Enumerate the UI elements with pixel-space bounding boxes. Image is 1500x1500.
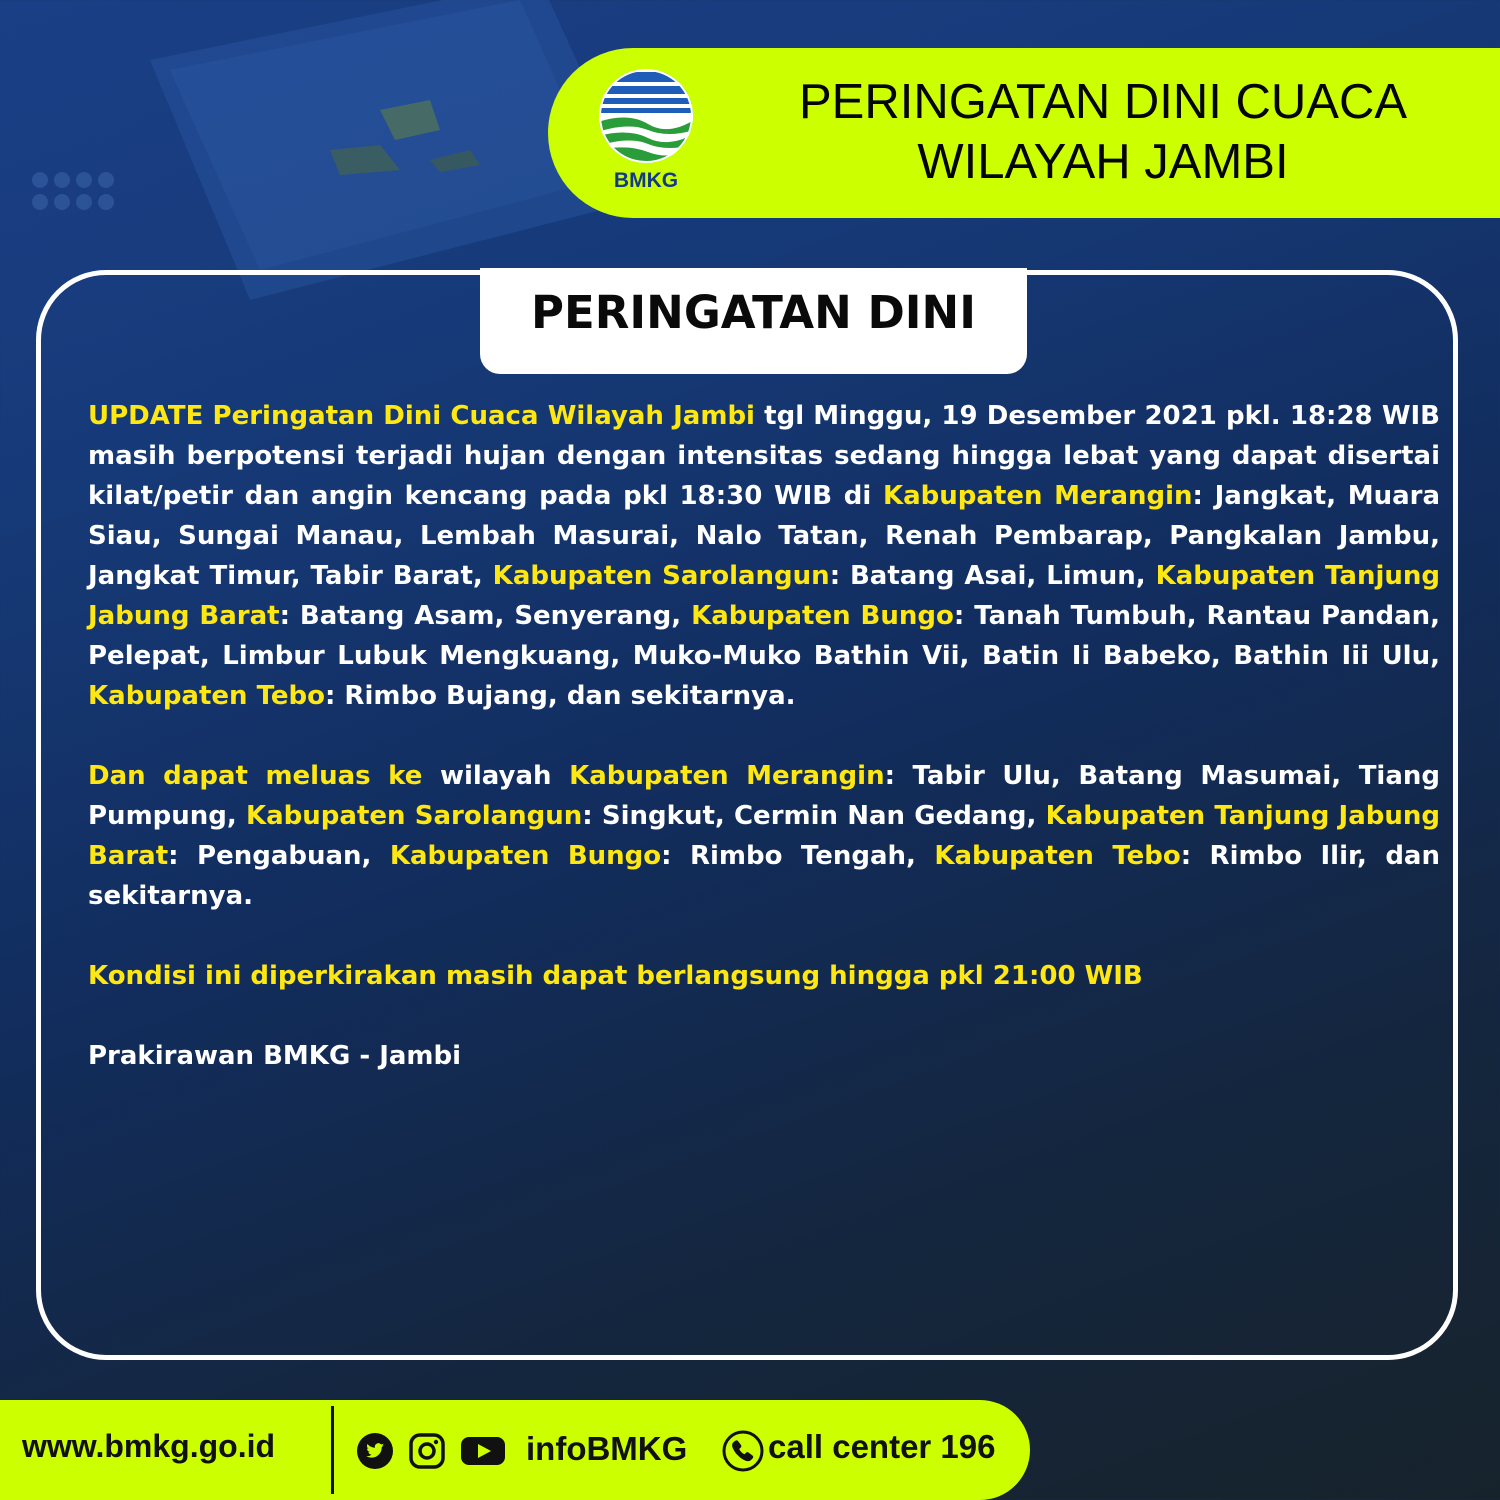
region-name: Kabupaten Merangin [882,481,1193,511]
social-handle[interactable]: infoBMKG [526,1430,688,1467]
region-name: Kabupaten Bungo [691,601,954,631]
warning-content [88,396,1440,1116]
region-name: Kabupaten Tanjung Jabung Barat [88,801,1440,871]
panel-tab [480,268,1027,374]
call-center[interactable]: call center 196 [768,1428,996,1465]
text-segment: : Rimbo Ilir, dan sekitarnya. [88,841,1440,911]
text-segment: : Batang Asam, Senyerang, [279,601,692,631]
text-segment: : Singkut, Cermin Nan Gedang, [582,801,1046,831]
youtube-icon[interactable] [460,1432,506,1470]
text-segment: : Rimbo Bujang, dan sekitarnya. [324,681,796,711]
footer-bar [0,1400,1030,1500]
title-line-2: WILAYAH JAMBI [917,135,1289,189]
bmkg-logo [596,68,700,196]
text-segment: : Tabir Ulu, Batang Masumai, Tiang Pumpung, [88,761,1441,831]
footer-divider [331,1406,334,1494]
text-segment: : Batang Asai, Limun, [829,561,1156,591]
phone-icon [722,1430,764,1472]
region-name: Kabupaten Sarolangun [492,561,830,591]
text-segment: tgl Minggu, 19 Desember 2021 pkl. 18:28 WIB masih berpotensi terjadi hujan dengan intensitas sedang hingga lebat yang dapat disertai kilat/petir dan angin kencang pada pkl 18:30 WIB di [88,401,1440,511]
text-segment: : Jangkat, Muara Siau, Sungai Manau, Lembah Masurai, Nalo Tatan, Renah Pembarap, Pangkalan Jambu, Jangkat Timur, Tabir Barat, [88,481,1441,591]
title-line-1: PERINGATAN DINI CUACA [798,75,1408,129]
warning-paragraph-main [88,396,1440,716]
bmkg-emblem-icon [598,68,694,164]
text-segment: wilayah [422,761,570,791]
website-link[interactable]: www.bmkg.go.id [22,1428,276,1464]
region-name: Kabupaten Tanjung Jabung Barat [88,561,1441,631]
text-segment: : Rimbo Tengah, [661,841,935,871]
warning-paragraph-expansion [88,756,1440,916]
twitter-icon[interactable] [356,1432,394,1470]
region-name: Kabupaten Merangin [569,761,885,791]
text-segment: : Tanah Tumbuh, Rantau Pandan, Pelepat, Limbur Lubuk Mengkuang, Muko-Muko Bathin Vii, Batin Ii Babeko, Bathin Iii Ulu, [88,601,1440,671]
page-title [778,72,1428,192]
panel-title: PERINGATAN DINI [531,286,976,339]
region-name: Kabupaten Sarolangun [245,801,583,831]
header-banner [548,48,1500,218]
region-name: Kabupaten Bungo [389,841,662,871]
logo-text: BMKG [613,169,679,192]
text-segment: UPDATE Peringatan Dini Cuaca Wilayah Jambi [88,401,755,431]
instagram-icon[interactable] [408,1432,446,1470]
text-segment: : Pengabuan, [168,841,390,871]
region-name: Kabupaten Tebo [88,681,325,711]
region-name: Kabupaten Tebo [934,841,1181,871]
forecaster-signature: Prakirawan BMKG - Jambi [88,1041,462,1071]
text-segment: Dan dapat meluas ke [88,761,423,791]
warning-duration: Kondisi ini diperkirakan masih dapat berlangsung hingga pkl 21:00 WIB [88,961,1143,991]
